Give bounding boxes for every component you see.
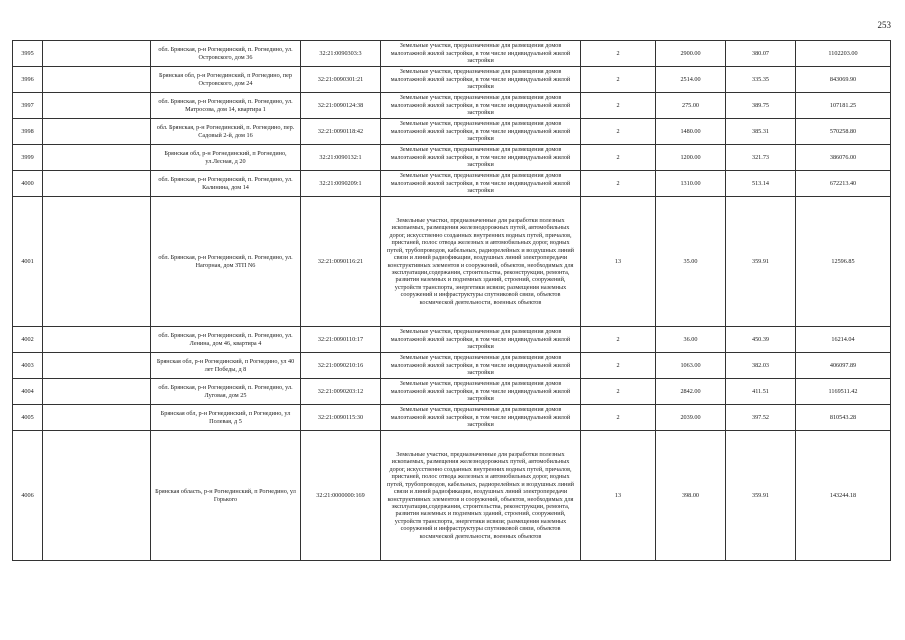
spacer-cell <box>43 93 151 119</box>
spacer-cell <box>43 379 151 405</box>
use-code-cell: 13 <box>581 431 656 561</box>
use-code-cell: 2 <box>581 93 656 119</box>
row-number: 3997 <box>13 93 43 119</box>
spacer-cell <box>43 327 151 353</box>
cadastral-number-cell: 32:21:0090132:1 <box>301 145 381 171</box>
address-cell: обл. Брянская, р-н Рогнединский, п. Рогнедино, пер. Садовый 2-й, дом 16 <box>151 119 301 145</box>
cadastral-number-cell: 32:21:0090210:16 <box>301 353 381 379</box>
area-cell: 2842.00 <box>656 379 726 405</box>
address-cell: Брянская обл, р-н Рогнединский, п Рогнедино, ул 40 лет Победы, д 8 <box>151 353 301 379</box>
table-row <box>13 197 891 327</box>
land-use-cell: Земельные участки, предназначенные для размещения домов малоэтажной жилой застройки, в том числе индивидуальной жилой застройки <box>381 379 581 405</box>
spacer-cell <box>43 145 151 171</box>
cadastral-value-cell: 386076.00 <box>796 145 891 171</box>
specific-value-cell: 321.73 <box>726 145 796 171</box>
land-use-cell: Земельные участки, предназначенные для разработки полезных ископаемых, размещения железнодорожных путей, автомобильных дорог, искусственно созданных внутренних водных путей, причалов, пристаней, полос отвода железных и автомобильных дорог, водных путей, трубопроводов, кабельных, радиорелейных и воздушных линий связи и линий радиофикации, воздушных линий электропередачи конструктивных элементов и сооружений, объектов, необходимых для эксплуатации,содержания, строительства, реконструкции, ремонта, развития наземных и подземных зданий, строений, сооружений, устройств транспорта, энергетики исвязи; размещения наземных сооружений и инфраструктуры спутниковой связи, объектов космической деятельности, военных объектов <box>381 197 581 327</box>
table-row <box>13 327 891 353</box>
cadastral-number-cell: 32:21:0000000:169 <box>301 431 381 561</box>
area-cell: 36.00 <box>656 327 726 353</box>
use-code-cell: 2 <box>581 327 656 353</box>
table-row <box>13 379 891 405</box>
row-number: 4004 <box>13 379 43 405</box>
cadastral-value-cell: 12596.85 <box>796 197 891 327</box>
area-cell: 398.00 <box>656 431 726 561</box>
address-cell: обл. Брянская, р-н Рогнединский, п. Рогнедино, ул. Калинина, дом 14 <box>151 171 301 197</box>
area-cell: 1310.00 <box>656 171 726 197</box>
table-row <box>13 405 891 431</box>
specific-value-cell: 382.03 <box>726 353 796 379</box>
address-cell: Брянская область, р-н Рогнединский, п Рогнедино, ул Горького <box>151 431 301 561</box>
area-cell: 275.00 <box>656 93 726 119</box>
address-cell: Брянская обл, р-н Рогнединский, п Рогнедино, ул.Лесная, д 20 <box>151 145 301 171</box>
cadastral-value-cell: 406097.89 <box>796 353 891 379</box>
address-cell: обл. Брянская, р-н Рогнединский, п. Рогнедино, ул. Луговая, дом 25 <box>151 379 301 405</box>
cadastral-number-cell: 32:21:0090116:21 <box>301 197 381 327</box>
cadastral-number-cell: 32:21:0090303:3 <box>301 41 381 67</box>
land-use-cell: Земельные участки, предназначенные для размещения домов малоэтажной жилой застройки, в том числе индивидуальной жилой застройки <box>381 145 581 171</box>
row-number: 4000 <box>13 171 43 197</box>
cadastral-value-cell: 1169511.42 <box>796 379 891 405</box>
spacer-cell <box>43 41 151 67</box>
area-cell: 1200.00 <box>656 145 726 171</box>
cadastral-number-cell: 32:21:0090209:1 <box>301 171 381 197</box>
area-cell: 1480.00 <box>656 119 726 145</box>
cadastral-number-cell: 32:21:0090118:42 <box>301 119 381 145</box>
table-row <box>13 41 891 67</box>
spacer-cell <box>43 171 151 197</box>
land-use-cell: Земельные участки, предназначенные для размещения домов малоэтажной жилой застройки, в том числе индивидуальной жилой застройки <box>381 41 581 67</box>
cadastral-number-cell: 32:21:0090301:21 <box>301 67 381 93</box>
spacer-cell <box>43 67 151 93</box>
row-number: 4003 <box>13 353 43 379</box>
row-number: 3996 <box>13 67 43 93</box>
use-code-cell: 2 <box>581 41 656 67</box>
cadastral-number-cell: 32:21:0090110:17 <box>301 327 381 353</box>
spacer-cell <box>43 197 151 327</box>
land-use-cell: Земельные участки, предназначенные для размещения домов малоэтажной жилой застройки, в том числе индивидуальной жилой застройки <box>381 405 581 431</box>
table-row <box>13 119 891 145</box>
area-cell: 1063.00 <box>656 353 726 379</box>
specific-value-cell: 389.75 <box>726 93 796 119</box>
land-use-cell: Земельные участки, предназначенные для размещения домов малоэтажной жилой застройки, в том числе индивидуальной жилой застройки <box>381 327 581 353</box>
table-row <box>13 145 891 171</box>
spacer-cell <box>43 353 151 379</box>
use-code-cell: 2 <box>581 145 656 171</box>
land-use-cell: Земельные участки, предназначенные для размещения домов малоэтажной жилой застройки, в том числе индивидуальной жилой застройки <box>381 171 581 197</box>
row-number: 4001 <box>13 197 43 327</box>
cadastral-number-cell: 32:21:0090203:12 <box>301 379 381 405</box>
cadastral-value-cell: 810543.28 <box>796 405 891 431</box>
land-use-cell: Земельные участки, предназначенные для размещения домов малоэтажной жилой застройки, в том числе индивидуальной жилой застройки <box>381 353 581 379</box>
spacer-cell <box>43 119 151 145</box>
area-cell: 2039.00 <box>656 405 726 431</box>
row-number: 3995 <box>13 41 43 67</box>
land-use-cell: Земельные участки, предназначенные для размещения домов малоэтажной жилой застройки, в том числе индивидуальной жилой застройки <box>381 119 581 145</box>
row-number: 4002 <box>13 327 43 353</box>
table-row <box>13 67 891 93</box>
use-code-cell: 2 <box>581 119 656 145</box>
table-row <box>13 171 891 197</box>
use-code-cell: 2 <box>581 379 656 405</box>
specific-value-cell: 380.07 <box>726 41 796 67</box>
address-cell: обл. Брянская, р-н Рогнединский, п. Рогнедино, ул. Островского, дом 36 <box>151 41 301 67</box>
land-use-cell: Земельные участки, предназначенные для разработки полезных ископаемых, размещения железнодорожных путей, автомобильных дорог, искусственно созданных внутренних водных путей, причалов, пристаней, полос отвода железных и автомобильных дорог, водных путей, трубопроводов, кабельных, радиорелейных и воздушных линий связи и линий радиофикации, воздушных линий электропередачи конструктивных элементов и сооружений, объектов, необходимых для эксплуатации,содержания, строительства, реконструкции, ремонта, развития наземных и подземных зданий, строений, сооружений, устройств транспорта, энергетики исвязи; размещения наземных сооружений и инфраструктуры спутниковой связи, объектов космической деятельности, военных объектов <box>381 431 581 561</box>
specific-value-cell: 450.39 <box>726 327 796 353</box>
specific-value-cell: 359.91 <box>726 197 796 327</box>
row-number: 4005 <box>13 405 43 431</box>
use-code-cell: 13 <box>581 197 656 327</box>
cadastral-value-cell: 143244.18 <box>796 431 891 561</box>
use-code-cell: 2 <box>581 67 656 93</box>
specific-value-cell: 411.51 <box>726 379 796 405</box>
specific-value-cell: 397.52 <box>726 405 796 431</box>
page-number: 253 <box>877 20 891 30</box>
address-cell: Брянская обл, р-н Рогнединский, п Рогнедино, ул Полевая, д 5 <box>151 405 301 431</box>
address-cell: обл. Брянская, р-н Рогнединский, п. Рогнедино, ул. Ленина, дом 46, квартира 4 <box>151 327 301 353</box>
specific-value-cell: 385.31 <box>726 119 796 145</box>
area-cell: 35.00 <box>656 197 726 327</box>
cadastral-value-cell: 107181.25 <box>796 93 891 119</box>
table-row <box>13 431 891 561</box>
cadastral-number-cell: 32:21:0090124:38 <box>301 93 381 119</box>
cadastral-value-table <box>12 40 891 561</box>
address-cell: Брянская обл, р-н Рогнединский, п Рогнедино, пер Островского, дом 24 <box>151 67 301 93</box>
spacer-cell <box>43 431 151 561</box>
address-cell: обл. Брянская, р-н Рогнединский, п. Рогнедино, ул. Матросова, дом 14, квартира 1 <box>151 93 301 119</box>
land-use-cell: Земельные участки, предназначенные для размещения домов малоэтажной жилой застройки, в том числе индивидуальной жилой застройки <box>381 93 581 119</box>
table-row <box>13 93 891 119</box>
address-cell: обл. Брянская, р-н Рогнединский, п. Рогнедино, ул. Нагорная, дом ЗТП N6 <box>151 197 301 327</box>
use-code-cell: 2 <box>581 171 656 197</box>
specific-value-cell: 359.91 <box>726 431 796 561</box>
area-cell: 2514.00 <box>656 67 726 93</box>
land-use-cell: Земельные участки, предназначенные для размещения домов малоэтажной жилой застройки, в том числе индивидуальной жилой застройки <box>381 67 581 93</box>
row-number: 3998 <box>13 119 43 145</box>
cadastral-value-cell: 16214.04 <box>796 327 891 353</box>
cadastral-value-cell: 672213.40 <box>796 171 891 197</box>
cadastral-number-cell: 32:21:0090115:30 <box>301 405 381 431</box>
spacer-cell <box>43 405 151 431</box>
cadastral-value-cell: 570258.80 <box>796 119 891 145</box>
row-number: 3999 <box>13 145 43 171</box>
cadastral-value-cell: 1102203.00 <box>796 41 891 67</box>
area-cell: 2900.00 <box>656 41 726 67</box>
specific-value-cell: 335.35 <box>726 67 796 93</box>
use-code-cell: 2 <box>581 353 656 379</box>
cadastral-value-cell: 843069.90 <box>796 67 891 93</box>
row-number: 4006 <box>13 431 43 561</box>
specific-value-cell: 513.14 <box>726 171 796 197</box>
table-row <box>13 353 891 379</box>
use-code-cell: 2 <box>581 405 656 431</box>
